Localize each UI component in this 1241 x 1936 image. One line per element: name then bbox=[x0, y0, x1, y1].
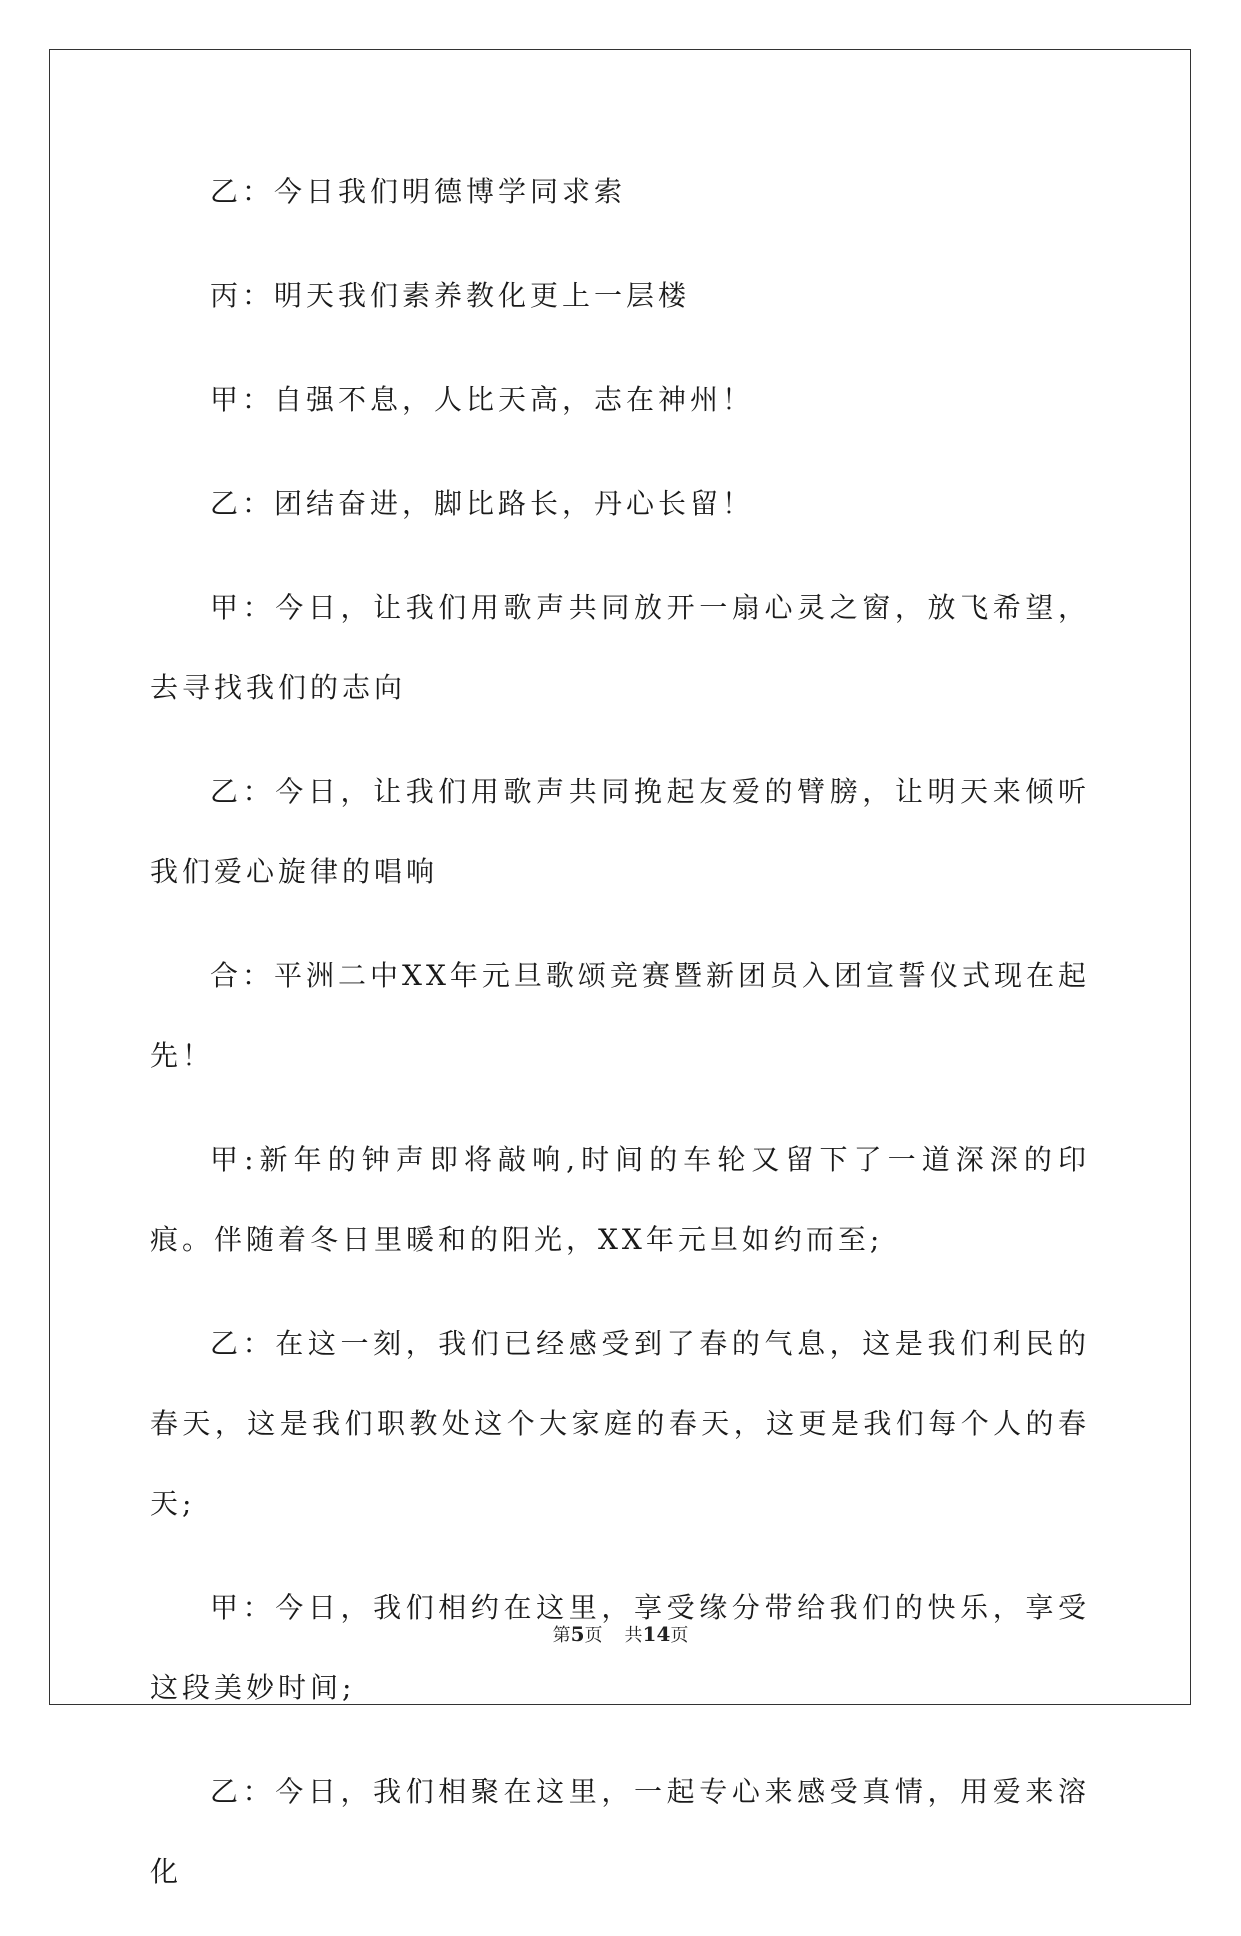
total-suffix: 页 bbox=[670, 1625, 689, 1646]
paragraph-5: 甲：今日，让我们用歌声共同放开一扇心灵之窗，放飞希望，去寻找我们的志向 bbox=[150, 591, 1090, 704]
page-number: 5 bbox=[570, 1622, 585, 1646]
total-prefix: 共 bbox=[624, 1625, 643, 1646]
paragraph-3: 甲：自强不息，人比天高，志在神州！ bbox=[210, 383, 755, 416]
paragraph-9: 乙：在这一刻，我们已经感受到了春的气息，这是我们利民的春天，这是我们职教处这个大家庭的春天，这更是我们每个人的春天; bbox=[150, 1327, 1090, 1520]
page-suffix: 页 bbox=[584, 1625, 603, 1646]
paragraph-8: 甲:新年的钟声即将敲响,时间的车轮又留下了一道深深的印痕。伴随着冬日里暖和的阳光，XX年元旦如约而至; bbox=[150, 1143, 1090, 1256]
page-footer bbox=[0, 1622, 1241, 1648]
page-prefix: 第 bbox=[552, 1625, 571, 1646]
paragraph-1: 乙：今日我们明德博学同求索 bbox=[210, 175, 627, 208]
paragraph-7: 合：平洲二中XX年元旦歌颂竞赛暨新团员入团宣誓仪式现在起先！ bbox=[150, 959, 1090, 1072]
paragraph-6: 乙：今日，让我们用歌声共同挽起友爱的臂膀，让明天来倾听我们爱心旋律的唱响 bbox=[150, 775, 1090, 888]
paragraph-4: 乙：团结奋进，脚比路长，丹心长留！ bbox=[210, 487, 755, 520]
paragraph-2: 丙：明天我们素养教化更上一层楼 bbox=[210, 279, 691, 312]
page-total: 14 bbox=[642, 1622, 671, 1646]
paragraph-10: 甲：今日，我们相约在这里，享受缘分带给我们的快乐，享受这段美妙时间; bbox=[150, 1591, 1090, 1704]
paragraph-11: 乙：今日，我们相聚在这里，一起专心来感受真情，用爱来溶化 bbox=[150, 1775, 1090, 1888]
document-body bbox=[150, 152, 1090, 1936]
